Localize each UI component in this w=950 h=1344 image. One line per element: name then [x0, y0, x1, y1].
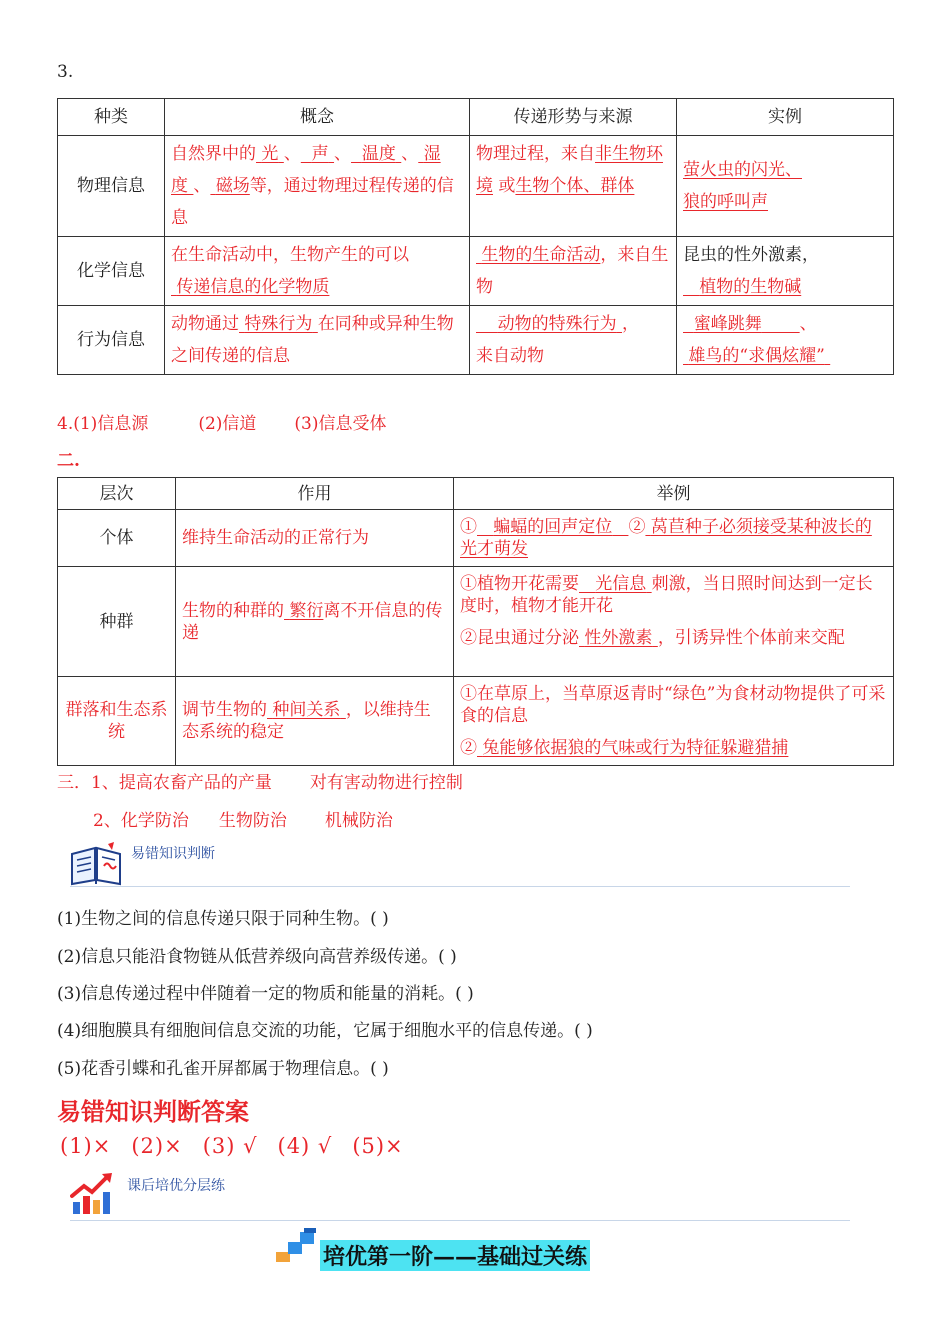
section-3-answers-line2: 2、化学防治 生物防治 机械防治: [93, 811, 393, 831]
row-level: 种群: [58, 567, 176, 677]
info-types-table: [57, 98, 894, 375]
section-4-line: 4.(1)信息源 (2)信道 (3)信息受体: [57, 414, 387, 434]
divider: [70, 1220, 850, 1221]
row-level: 个体: [58, 510, 176, 567]
open-book-icon: [68, 840, 124, 886]
question-item: (2)信息只能沿食物链从低营养级向高营养级传递。( ): [57, 947, 457, 967]
answer-title: 易错知识判断答案: [57, 1097, 249, 1126]
row-concept: 自然界中的 光 、 声 、 温度 、 湿度 、 磁场等，通过物理过程传递的信息: [165, 136, 470, 237]
row-source: 物理过程，来自非生物环境 或生物个体、群体: [470, 136, 677, 237]
info-role-table: [57, 477, 894, 766]
table-row: [58, 306, 894, 375]
row-role: 生物的种群的 繁衍离不开信息的传递: [176, 567, 454, 677]
question-item: (4)细胞膜具有细胞间信息交流的功能，它属于细胞水平的信息传递。( ): [57, 1021, 593, 1041]
row-role: 调节生物的 种间关系 ，以维持生态系统的稳定: [176, 677, 454, 766]
row-source: 生物的生命活动，来自生物: [470, 237, 677, 306]
question-item: (5)花香引蝶和孔雀开屏都属于物理信息。( ): [57, 1059, 389, 1079]
header-type: 种类: [58, 99, 165, 136]
practice-banner: 培优第一阶——基础过关练: [320, 1240, 590, 1271]
table-row: [58, 567, 894, 677]
row-type: 物理信息: [58, 136, 165, 237]
question-item: (1)生物之间的信息传递只限于同种生物。( ): [57, 909, 389, 929]
row-source: 动物的特殊行为 ， 来自动物: [470, 306, 677, 375]
table-row: [58, 510, 894, 567]
divider: [70, 886, 850, 887]
section-2-label: 二.: [57, 451, 80, 471]
row-example: 昆虫的性外激素， 植物的生物碱: [677, 237, 894, 306]
row-concept: 在生命活动中，生物产生的可以 传递信息的化学物质: [165, 237, 470, 306]
header-example: 举例: [454, 478, 894, 510]
table-row: [58, 677, 894, 766]
section-3-label: 3.: [57, 62, 74, 82]
row-level: 群落和生态系统: [58, 677, 176, 766]
table-row: [58, 237, 894, 306]
row-type: 行为信息: [58, 306, 165, 375]
row-example: 蜜峰跳舞 、 雄鸟的“求偶炫耀”: [677, 306, 894, 375]
row-example: 萤火虫的闪光、 狼的呼叫声: [677, 136, 894, 237]
question-item: (3)信息传递过程中伴随着一定的物质和能量的消耗。( ): [57, 984, 474, 1004]
header-level: 层次: [58, 478, 176, 510]
table-row: [58, 136, 894, 237]
steps-icon: [276, 1228, 320, 1264]
row-example: ①在草原上，当草原返青时“绿色”为食材动物提供了可采食的信息 ② 兔能够依据狼的气味或行为特征躲避猎捕: [454, 677, 894, 766]
row-type: 化学信息: [58, 237, 165, 306]
header-concept: 概念: [165, 99, 470, 136]
growth-chart-icon: [70, 1170, 116, 1216]
mistake-section-title: 易错知识判断: [131, 846, 215, 862]
row-concept: 动物通过 特殊行为 在同种或异种生物之间传递的信息: [165, 306, 470, 375]
row-example: ① 蝙蝠的回声定位 ② 莴苣种子必须接受某种波长的光才萌发: [454, 510, 894, 567]
header-role: 作用: [176, 478, 454, 510]
row-example: ①植物开花需要 光信息 刺激，当日照时间达到一定长度时，植物才能开花 ②昆虫通过分泌 性外激素 ，引诱异性个体前来交配: [454, 567, 894, 677]
header-example: 实例: [677, 99, 894, 136]
table-header-row: [58, 478, 894, 510]
answer-list: (1)× (2)× (3) √ (4) √ (5)×: [60, 1134, 404, 1158]
header-source: 传递形势与来源: [470, 99, 677, 136]
table-header-row: [58, 99, 894, 136]
section-3-answers-line1: 三．1、提高农畜产品的产量 对有害动物进行控制: [57, 773, 463, 793]
row-role: 维持生命活动的正常行为: [176, 510, 454, 567]
practice-section-title: 课后培优分层练: [127, 1178, 225, 1194]
